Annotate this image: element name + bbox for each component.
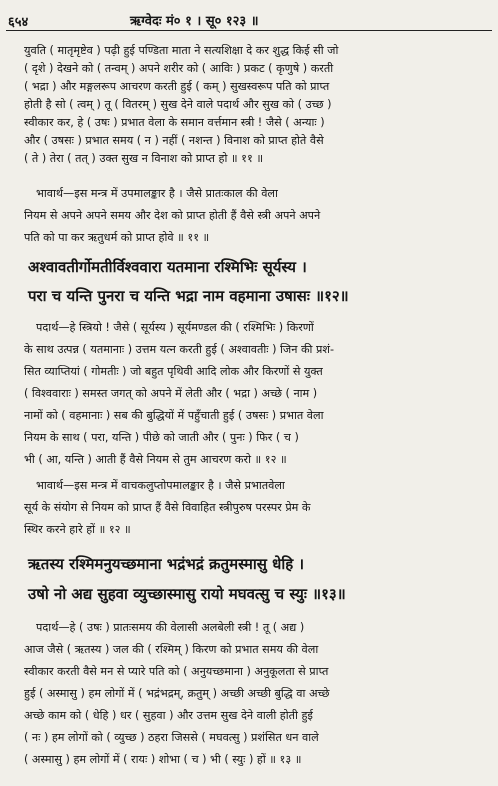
padartha-12-line: भी ( आ, यन्ति ) आती हैं वैसे नियम से तुम आचरण करो ॥ १२ ॥ (24, 453, 287, 466)
padartha-12-line: के साथ उत्पन्न ( यतमानाः ) उत्तम यत्न करती हुई ( अश्वावतीः ) जिन की प्रशं- (24, 343, 335, 356)
padartha-13-line: ( नः ) हम लोगों को ( व्युच्छ ) ठहरा जिससे ( मघवत्सु ) प्रशंसित धन वाले (24, 731, 319, 744)
bhavartha-12-line: भावार्थ—इस मन्त्र में वाचकलुप्तोपमालङ्कार है । जैसे प्रभातवेला (36, 479, 285, 492)
page-header (0, 0, 498, 28)
padartha-13-line: पदार्थ—हे ( उषः ) प्रातःसमय की वेलासी अलबेली स्त्री ! तू ( अद्य ) (36, 621, 305, 634)
padartha-12-line: नामों को ( वहमानाः ) सब की बुद्धियों में पहुँचाती हुई ( उषसः ) प्रभात वेला (24, 409, 324, 422)
padartha-13-line: हुई ( अस्मासु ) हम लोगों में ( भद्रंभद्रम्, क्रतुम् ) अच्छी अच्छी बुद्धि वा अच्छे (24, 687, 330, 700)
bhavartha-11-line: नियम से अपने अपने समय और देश को प्राप्त होती हैं वैसे स्त्री अपने अपने (24, 209, 321, 222)
bhavartha-12-line: सूर्य के संयोग से नियम को प्राप्त हैं वैसे विवाहित स्त्रीपुरुष परस्पर प्रेम के (24, 501, 311, 514)
para1-line: होती है सो ( त्वम् ) तू ( वितरम् ) सुख देने वाले पदार्थ और सुख को ( उच्छ ) (24, 98, 332, 111)
padartha-13-line: आज जैसे ( ऋतस्य ) जल की ( रश्मिम् ) किरण को प्रभात समय की वेला (24, 643, 319, 656)
verse-12-line: अश्वावतीर्गोमतीर्विश्ववारा यतमाना रश्मिभिः सूर्यस्य । (28, 258, 307, 276)
para1-line: ( दृशे ) देखने को ( तन्वम् ) अपने शरीर को ( आविः ) प्रकट ( कृणुषे ) करती (24, 62, 334, 75)
para1-line: युवति ( मातृमृष्टेव ) पढ़ी हुई पण्डिता माता ने सत्यशिक्षा दे कर शुद्ध किई सी जो (24, 44, 339, 57)
bhavartha-11-line: पति को पा कर ऋतुधर्म को प्राप्त होवे ॥ ११ ॥ (24, 231, 210, 244)
verse-13-line: ऋतस्य रश्मिमनुयच्छमाना भद्रंभद्रं क्रतुमस्मासु धेहि । (28, 555, 305, 573)
para1-line: ( भद्रा ) और मङ्गलरूप आचरण करती हुई ( कम् ) सुखस्वरूप पति को प्राप्त (24, 80, 330, 93)
para1-line: ( ते ) तेरा ( तत् ) उक्त सुख न विनाश को प्राप्त हो ॥ ११ ॥ (24, 152, 264, 165)
verse-12-line: परा च यन्ति पुनरा च यन्ति भद्रा नाम वहमाना उषासः ॥१२॥ (28, 287, 349, 305)
padartha-12-line: सित व्याप्तियां ( गोमतीः ) जो बहुत पृथिवी आदि लोक और किरणों से युक्त (24, 365, 323, 378)
padartha-12-line: पदार्थ—हे स्त्रियो ! जैसे ( सूर्यस्य ) सूर्यमण्डल की ( रश्मिभिः ) किरणों (36, 321, 314, 334)
bhavartha-11-line: भावार्थ—इस मन्त्र में उपमालङ्कार है । जैसे प्रातःकाल की वेला (36, 187, 278, 200)
header-rule (6, 30, 492, 31)
padartha-13-line: ( अस्मासु ) हम लोगों में ( रायः ) शोभा ( च ) भी ( स्युः ) हों ॥ १३ ॥ (24, 753, 302, 766)
padartha-13-line: अच्छे काम को ( धेहि ) धर ( सुहवा ) और उत्तम सुख देने वाली होती हुई (24, 709, 313, 722)
padartha-12-line: ( विश्ववाराः ) समस्त जगत् को अपने में लेती और ( भद्रा ) अच्छे ( नाम ) (24, 387, 318, 400)
padartha-13-line: स्वीकार करती वैसे मन से प्यारे पति को ( अनुयच्छमाना ) अनुकूलता से प्राप्त (24, 665, 329, 678)
para1-line: और ( उषसः ) प्रभात समय ( न ) नहीं ( नशन्त ) विनाश को प्राप्त होते वैसे (24, 134, 324, 147)
bhavartha-12-line: स्थिर करने हारे हों ॥ १२ ॥ (24, 523, 131, 536)
para1-line: स्वीकार कर, हे ( उषः ) प्रभात वेला के समान वर्त्तमान स्त्री ! जैसे ( अन्याः ) (24, 116, 325, 129)
running-head: ऋग्वेदः मं० १ । सू० १२३ ॥ (130, 14, 259, 29)
page-number: ६५४ (8, 15, 29, 30)
verse-13-line: उषो नो अद्य सुहवा व्युच्छास्मासु रायो मघवत्सु च स्युः ॥१३॥ (28, 585, 346, 603)
padartha-12-line: नियम के साथ ( परा, यन्ति ) पीछे को जाती और ( पुनः ) फिर ( च ) (24, 431, 299, 444)
